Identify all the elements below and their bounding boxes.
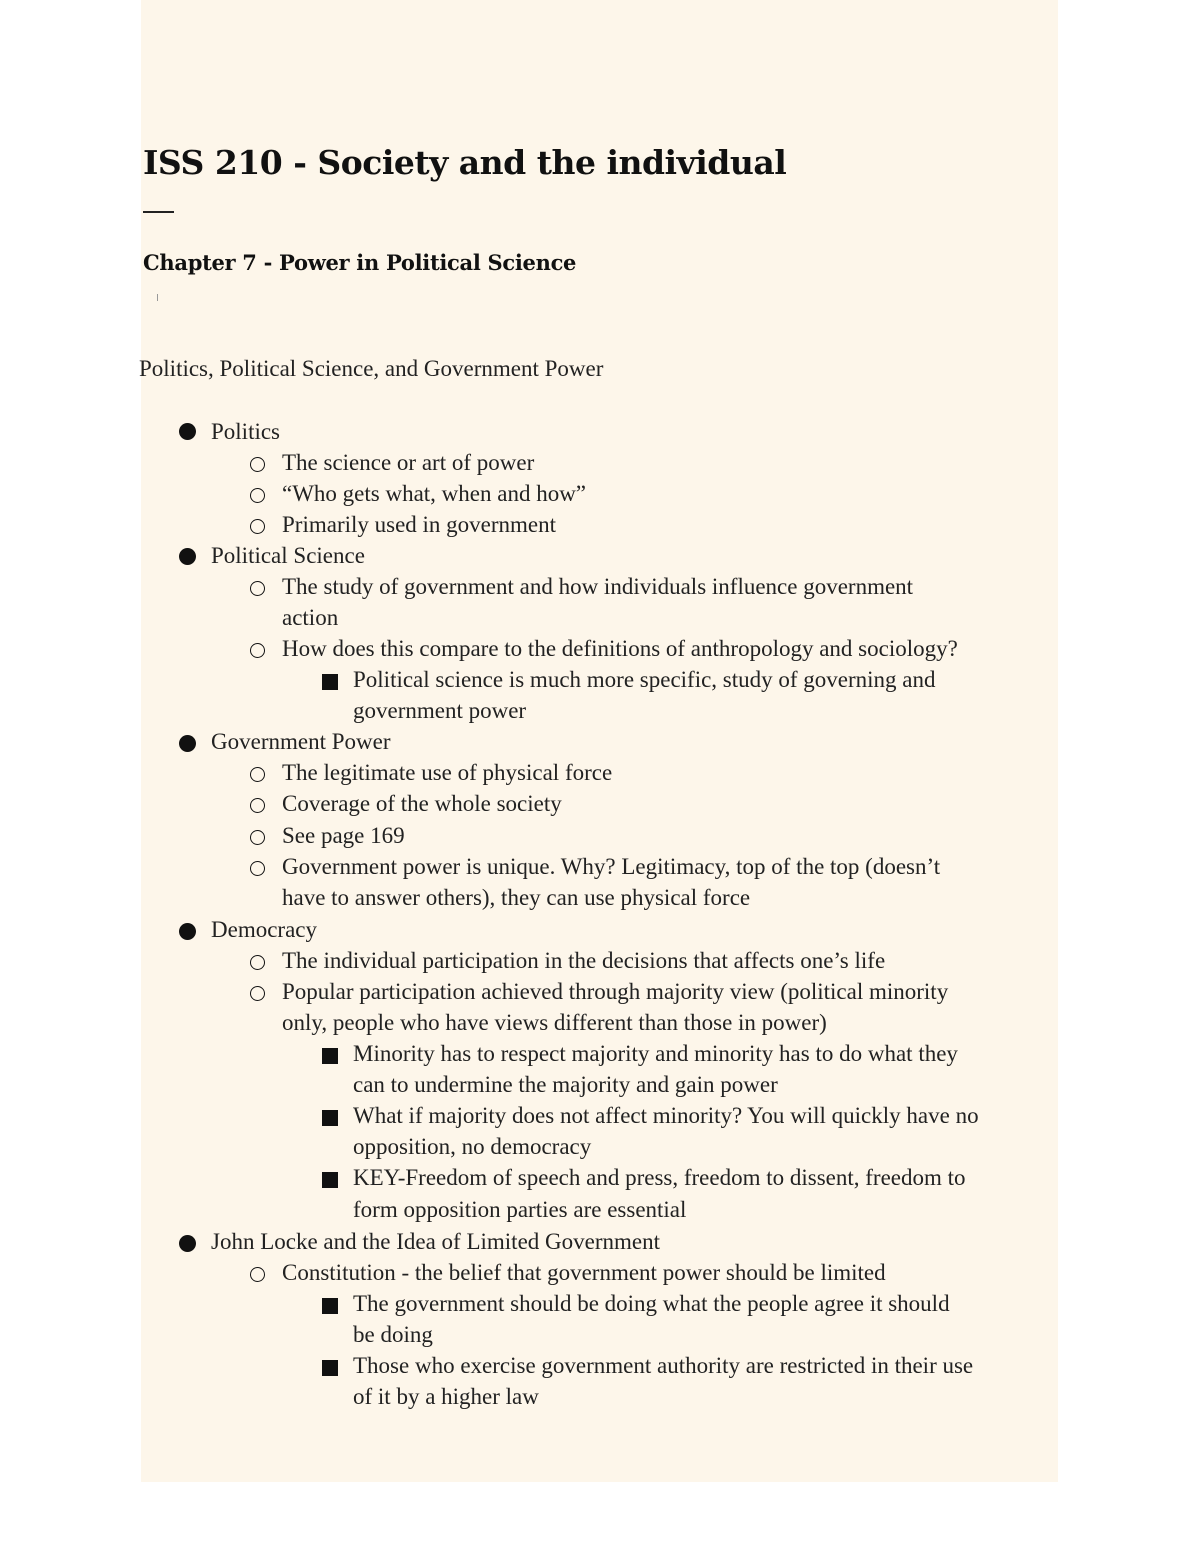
bullet-circle-icon — [250, 861, 265, 876]
outline-subsubitem: Those who exercise government authority are restricted in their use — [353, 1353, 974, 1378]
outline-item-government-power: Government Power — [211, 729, 391, 754]
document-title: ISS 210 - Society and the individual — [143, 143, 787, 182]
bullet-square-icon — [322, 1172, 338, 1188]
outline-subitem-continued: only, people who have views different than those in power) — [282, 1010, 827, 1035]
bullet-circle-icon — [250, 519, 265, 534]
bullet-circle-icon — [250, 1267, 265, 1282]
outline-subitem: Primarily used in government — [282, 512, 557, 537]
outline-subitem: The legitimate use of physical force — [282, 760, 613, 785]
outline-subitem-continued: have to answer others), they can use physical force — [282, 885, 751, 910]
outline-item-john-locke: John Locke and the Idea of Limited Government — [211, 1229, 660, 1254]
outline-subsubitem-continued: form opposition parties are essential — [353, 1197, 687, 1222]
bullet-square-icon — [322, 1110, 338, 1126]
bullet-dot-icon — [179, 548, 196, 565]
outline-subsubitem-continued: government power — [353, 698, 527, 723]
bullet-dot-icon — [179, 1235, 196, 1252]
stray-mark — [157, 294, 158, 301]
outline-subitem-continued: action — [282, 605, 339, 630]
outline-subitem: The science or art of power — [282, 450, 535, 475]
bullet-dot-icon — [179, 735, 196, 752]
outline-subitem: Government power is unique. Why? Legitimacy, top of the top (doesn’t — [282, 854, 941, 879]
outline-subsubitem-continued: opposition, no democracy — [353, 1134, 592, 1159]
bullet-circle-icon — [250, 798, 265, 813]
outline-subitem: The individual participation in the decisions that affects one’s life — [282, 948, 886, 973]
outline-item-political-science: Political Science — [211, 543, 365, 568]
outline-subsubitem: The government should be doing what the people agree it should — [353, 1291, 950, 1316]
bullet-circle-icon — [250, 457, 265, 472]
bullet-square-icon — [322, 1360, 338, 1376]
outline-subsubitem: Political science is much more specific, study of governing and — [353, 667, 936, 692]
title-underline — [143, 211, 174, 213]
outline-subitem: See page 169 — [282, 823, 405, 848]
outline-item-democracy: Democracy — [211, 917, 317, 942]
outline-subitem: Coverage of the whole society — [282, 791, 562, 816]
outline-subsubitem: Minority has to respect majority and minority has to do what they — [353, 1041, 958, 1066]
bullet-circle-icon — [250, 986, 265, 1001]
outline-subitem: Constitution - the belief that government power should be limited — [282, 1260, 886, 1285]
outline-subsubitem-continued: be doing — [353, 1322, 433, 1347]
bullet-square-icon — [322, 674, 338, 690]
outline-subitem: How does this compare to the definitions of anthropology and sociology? — [282, 636, 958, 661]
bullet-circle-icon — [250, 955, 265, 970]
bullet-circle-icon — [250, 581, 265, 596]
section-heading: Politics, Political Science, and Government Power — [139, 356, 604, 381]
bullet-dot-icon — [179, 423, 196, 440]
outline-subitem: “Who gets what, when and how” — [282, 481, 587, 506]
bullet-square-icon — [322, 1298, 338, 1314]
outline-item-politics: Politics — [211, 419, 281, 444]
outline-subitem: The study of government and how individuals influence government — [282, 574, 914, 599]
bullet-circle-icon — [250, 488, 265, 503]
bullet-circle-icon — [250, 643, 265, 658]
outline-subsubitem: What if majority does not affect minority? You will quickly have no — [353, 1103, 979, 1128]
bullet-circle-icon — [250, 830, 265, 845]
outline-subsubitem: KEY-Freedom of speech and press, freedom to dissent, freedom to — [353, 1165, 966, 1190]
bullet-circle-icon — [250, 767, 265, 782]
bullet-dot-icon — [179, 923, 196, 940]
outline-subsubitem-continued: of it by a higher law — [353, 1384, 539, 1409]
chapter-heading: Chapter 7 - Power in Political Science — [143, 250, 577, 275]
outline-subsubitem-continued: can to undermine the majority and gain power — [353, 1072, 778, 1097]
bullet-square-icon — [322, 1048, 338, 1064]
outline-subitem: Popular participation achieved through majority view (political minority — [282, 979, 949, 1004]
